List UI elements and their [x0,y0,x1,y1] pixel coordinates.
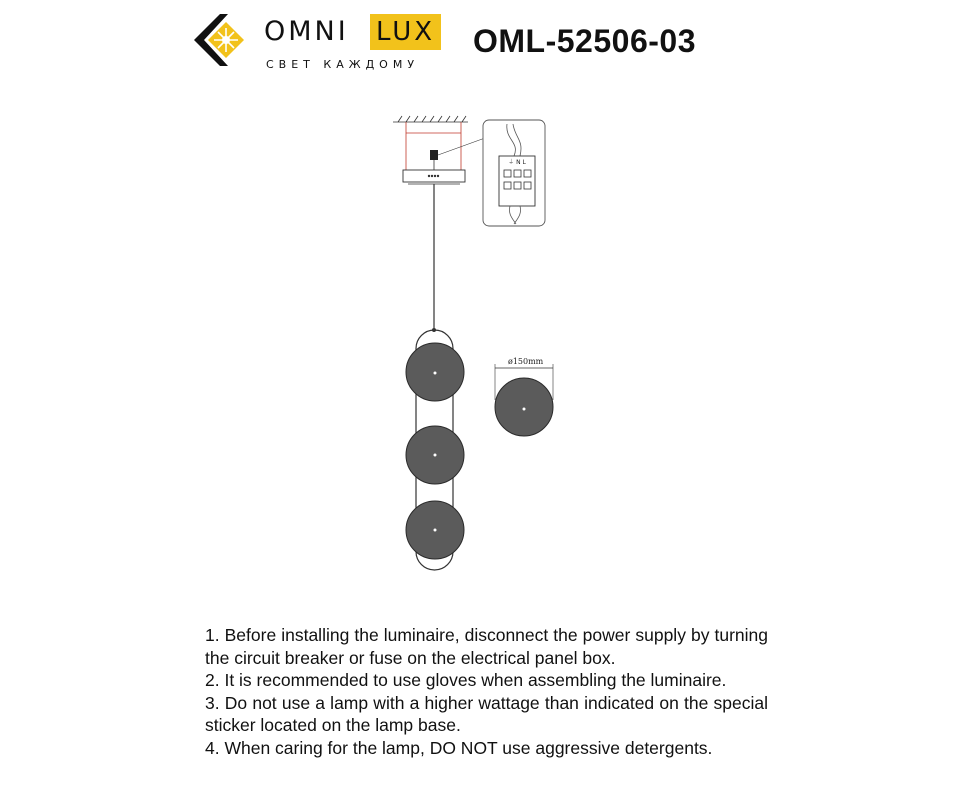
brand-name-omni: OMNI [264,16,349,47]
instruction-item: 2. It is recommended to use gloves when assembling the luminaire. [205,670,727,690]
model-code: OML-52506-03 [473,23,696,59]
terminal-labels: ⏚ N L [508,159,526,166]
pendant-lamp-drawing [380,110,580,590]
instruction-item: 3. Do not use a lamp with a higher wattage than indicated on the special sticker located on the lamp base. [205,692,768,735]
instruction-item: 1. Before installing the luminaire, disconnect the power supply by turning the circuit breaker or fuse on the electrical panel box. [205,625,768,668]
brand-tagline: СВЕТ КАЖДОМУ [266,58,420,71]
installation-instructions [205,624,768,759]
glass-disc-side-view [495,378,553,436]
header [190,6,750,76]
mounting-screws [406,122,461,170]
instruction-item: 4. When caring for the lamp, DO NOT use aggressive detergents. [205,737,713,758]
ceiling-hatch [393,116,468,122]
diameter-label: ø150mm [508,357,544,366]
wiring-detail-callout [483,120,545,226]
brand-name-lux: LUX [370,14,441,50]
omnilux-logo-icon [190,12,254,68]
glass-shades [406,343,464,559]
junction-box [430,150,438,160]
